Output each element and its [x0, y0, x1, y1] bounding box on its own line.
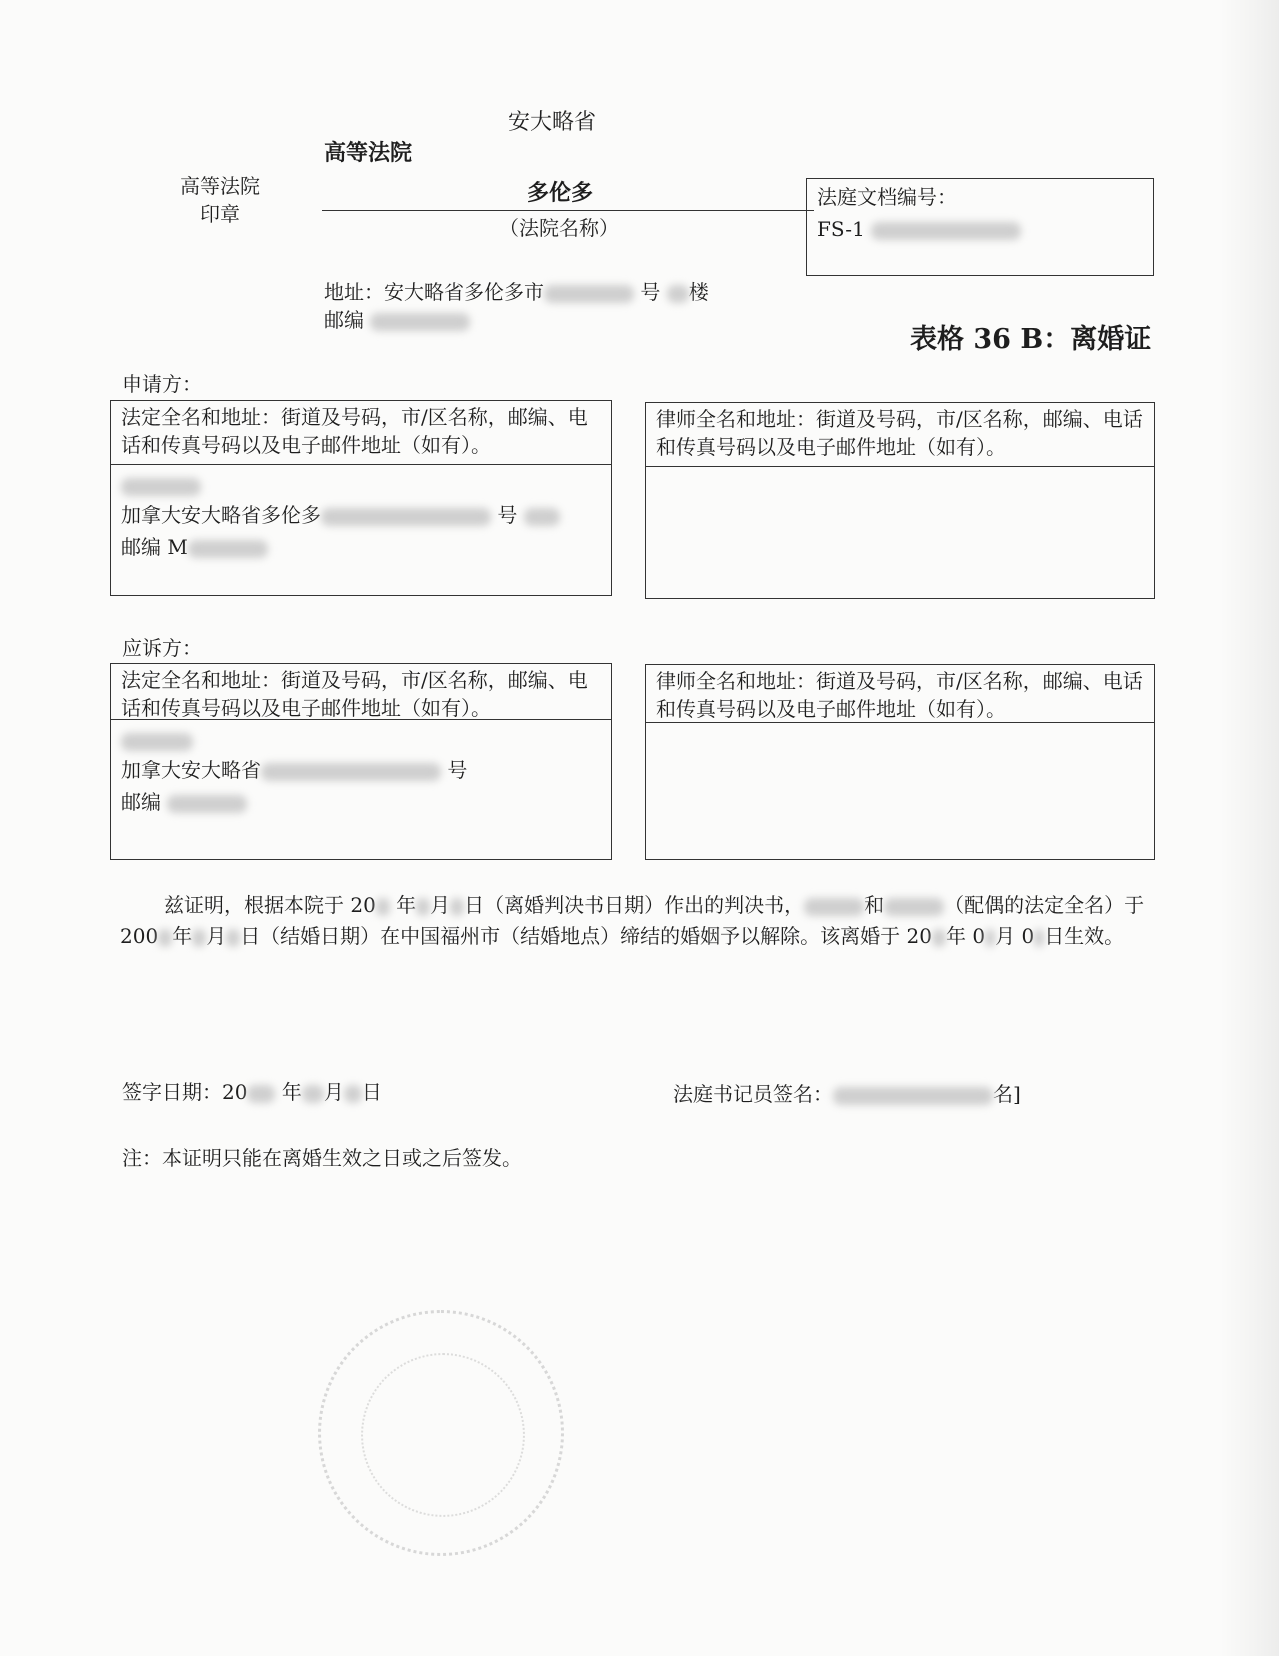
redacted-block [416, 898, 430, 916]
redacted-block [871, 222, 1021, 240]
certificate-paragraph [120, 890, 1170, 952]
redacted-block [188, 540, 268, 558]
redacted-block [804, 898, 864, 916]
applicant-lawyer-box [645, 402, 1155, 599]
court-file-number-value [817, 215, 1021, 243]
redacted-block [302, 1085, 324, 1103]
seal-label [170, 172, 270, 228]
applicant-label: 申请方： [122, 372, 202, 396]
seal-label-line2: 印章 [200, 202, 240, 226]
respondent-lawyer-header: 律师全名和地址：街道及号码，市/区名称，邮编、电话和传真号码以及电子邮件地址（如有）。 [646, 665, 1154, 723]
court-postal-prefix: 邮编 [324, 308, 364, 332]
redacted-block [370, 313, 470, 331]
signature-year: 年 [281, 1080, 302, 1104]
applicant-party-box [110, 400, 612, 596]
clerk-signature-suffix: 名] [993, 1082, 1021, 1106]
cert-text-7: 年 [172, 924, 193, 948]
court-file-number-prefix: FS-1 [817, 217, 865, 241]
applicant-party-header: 法定全名和地址：街道及号码，市/区名称，邮编、电话和传真号码以及电子邮件地址（如有）。 [111, 401, 611, 465]
redacted-block [376, 898, 390, 916]
redacted-block [544, 285, 634, 303]
cert-text-12: 日生效。 [1044, 924, 1125, 948]
redacted-block [833, 1087, 993, 1105]
respondent-lawyer-box [645, 664, 1155, 860]
respondent-address-line: 加拿大安大略省 [121, 758, 261, 782]
redacted-block [261, 763, 441, 781]
redacted-block [985, 929, 995, 947]
court-address-lou: 楼 [688, 280, 709, 304]
redacted-block [226, 929, 240, 947]
court-address-hao: 号 [640, 280, 661, 304]
cert-text-9: 日（结婚日期）在中国福州市（结婚地点）缔结的婚姻予以解除。该离婚于 20 [240, 924, 932, 948]
court-address [324, 278, 709, 306]
province-title: 安大略省 [508, 110, 597, 135]
redacted-block [344, 1085, 362, 1103]
applicant-postal [121, 531, 601, 563]
redacted-block [321, 508, 491, 526]
note: 注：本证明只能在离婚生效之日或之后签发。 [122, 1146, 522, 1170]
applicant-party-body [111, 465, 611, 595]
respondent-postal-prefix: 邮编 [121, 790, 161, 814]
seal-label-line1: 高等法院 [180, 174, 260, 198]
clerk-signature [673, 1080, 1021, 1108]
redacted-block [1034, 929, 1044, 947]
redacted-block [167, 795, 247, 813]
cert-text-10: 年 0 [946, 924, 986, 948]
applicant-address-line: 加拿大安大略省多伦多 [121, 503, 321, 527]
applicant-address [121, 499, 601, 531]
redacted-block [192, 929, 206, 947]
signature-date [122, 1078, 382, 1106]
redacted-block [450, 898, 464, 916]
court-address-prefix: 地址：安大略省多伦多市 [324, 280, 544, 304]
redacted-block [932, 929, 946, 947]
court-name-left: 高等法院 [324, 140, 413, 166]
signature-month: 月 [323, 1080, 344, 1104]
respondent-party-body [111, 720, 611, 859]
applicant-postal-prefix: 邮编 M [121, 535, 188, 559]
cert-text-3: 月 [430, 893, 451, 917]
scan-edge-shadow [1219, 0, 1279, 1656]
court-postal [324, 306, 470, 334]
court-file-number-box [806, 178, 1154, 276]
redacted-block [884, 898, 944, 916]
redacted-block [524, 508, 560, 526]
redacted-block [121, 733, 193, 751]
cert-text-5: 和 [864, 893, 885, 917]
form-title: 表格 36 B：离婚证 [910, 324, 1152, 355]
court-file-number-label: 法庭文档编号： [817, 185, 957, 209]
clerk-signature-label: 法庭书记员签名： [673, 1082, 833, 1106]
cert-text-2: 年 [389, 893, 417, 917]
cert-text-11: 月 0 [995, 924, 1035, 948]
court-city: 多伦多 [527, 180, 594, 206]
respondent-party-box [110, 663, 612, 860]
respondent-label: 应诉方： [122, 636, 202, 660]
court-seal-inner-ring [361, 1353, 525, 1517]
cert-text-6: （配偶的法定全名）于 200 [120, 893, 1145, 948]
cert-text-1: 兹证明，根据本院于 20 [164, 893, 376, 917]
respondent-address-hao: 号 [447, 758, 468, 782]
redacted-block [247, 1085, 275, 1103]
cert-text-4: 日（离婚判决书日期）作出的判决书， [464, 893, 805, 917]
respondent-party-header: 法定全名和地址：街道及号码，市/区名称，邮编、电话和传真号码以及电子邮件地址（如有）。 [111, 664, 611, 720]
respondent-postal [121, 786, 601, 818]
respondent-address [121, 754, 601, 786]
signature-day: 日 [361, 1080, 382, 1104]
cert-text-8: 月 [206, 924, 227, 948]
redacted-block [667, 285, 689, 303]
signature-date-label: 签字日期：20 [122, 1080, 248, 1104]
applicant-address-hao: 号 [497, 503, 518, 527]
court-name-underline [322, 210, 814, 211]
court-seal-stamp [318, 1310, 564, 1556]
redacted-block [158, 929, 172, 947]
court-name-caption: （法院名称） [499, 216, 619, 240]
redacted-block [121, 478, 201, 496]
applicant-lawyer-header: 律师全名和地址：街道及号码，市/区名称，邮编、电话和传真号码以及电子邮件地址（如有）。 [646, 403, 1154, 467]
